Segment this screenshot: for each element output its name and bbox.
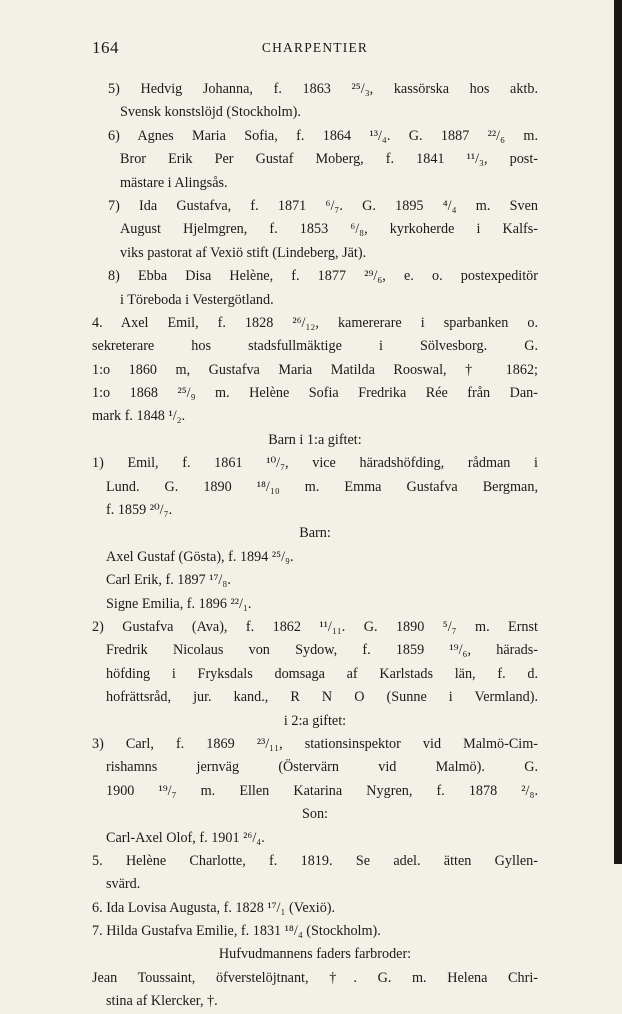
- text-line: 5. Helène Charlotte, f. 1819. Se adel. ätten Gyllen-: [92, 852, 538, 869]
- text-line: svärd.: [106, 876, 141, 893]
- text-line: f. 1859 ²⁰/₇.: [106, 502, 173, 519]
- text-line: 1:o 1868 ²⁵/₉ m. Helène Sofia Fredrika Rée från Dan-: [92, 385, 538, 402]
- text-line: 1:o 1860 m, Gustafva Maria Matilda Rooswal, † 1862;: [92, 361, 538, 378]
- text-line: August Hjelmgren, f. 1853 ⁶/₈, kyrkoherde i Kalfs-: [120, 221, 538, 238]
- text-line: mark f. 1848 ¹/₂.: [92, 408, 186, 425]
- text-line: 7. Hilda Gustafva Emilie, f. 1831 ¹⁸/₄ (Stockholm).: [92, 923, 381, 940]
- text-line: Hufvudmannens faders farbroder:: [218, 946, 412, 963]
- text-line: 6) Agnes Maria Sofia, f. 1864 ¹³/₄. G. 1887 ²²/₆ m.: [108, 127, 538, 144]
- text-line: Svensk konstslöjd (Stockholm).: [120, 104, 301, 121]
- text-line: 5) Hedvig Johanna, f. 1863 ²⁵/₃, kassörska hos aktb.: [108, 81, 538, 97]
- text-line: rishamns jernväg (Östervärn vid Malmö). G.: [106, 759, 538, 776]
- text-line: Lund. G. 1890 ¹⁸/₁₀ m. Emma Gustafva Bergman,: [106, 478, 538, 495]
- text-line: Barn:: [299, 525, 331, 542]
- running-title: CHARPENTIER: [261, 40, 369, 55]
- text-line: 8) Ebba Disa Helène, f. 1877 ²⁹/₆, e. o. postexpeditör: [108, 268, 538, 285]
- text-line: 3) Carl, f. 1869 ²³/₁₁, stationsinspektor vid Malmö-Cim-: [92, 735, 538, 752]
- text-line: i 2:a giftet:: [283, 712, 347, 729]
- text-line: i Töreboda i Vestergötland.: [120, 291, 274, 308]
- text-line: 1) Emil, f. 1861 ¹⁰/₇, vice häradshöfding, rådman i: [92, 455, 538, 472]
- text-line: Signe Emilia, f. 1896 ²²/₁.: [106, 595, 252, 612]
- text-line: Axel Gustaf (Gösta), f. 1894 ²⁵/₉.: [106, 548, 294, 565]
- text-line: Son:: [301, 806, 329, 823]
- text-line: Barn i 1:a giftet:: [268, 431, 362, 448]
- text-line: Fredrik Nicolaus von Sydow, f. 1859 ¹⁹/₆, härads-: [106, 642, 538, 659]
- page-number: 164: [92, 38, 119, 57]
- running-header: [92, 38, 538, 58]
- genealogy-text: [92, 78, 538, 1014]
- text-line: 1900 ¹⁹/₇ m. Ellen Katarina Nygren, f. 1878 ²/₈.: [106, 782, 538, 799]
- text-line: 2) Gustafva (Ava), f. 1862 ¹¹/₁₁. G. 1890 ⁵/₇ m. Ernst: [92, 618, 538, 635]
- text-line: 7) Ida Gustafva, f. 1871 ⁶/₇. G. 1895 ⁴/₄ m. Sven: [108, 197, 538, 214]
- page-edge-shadow: [614, 0, 622, 864]
- text-line: Carl-Axel Olof, f. 1901 ²⁶/₄.: [106, 829, 265, 846]
- text-line: 4. Axel Emil, f. 1828 ²⁶/₁₂, kamererare i sparbanken o.: [92, 314, 538, 331]
- text-line: hofrättsråd, jur. kand., R N O (Sunne i Vermland).: [106, 689, 538, 706]
- text-line: höfding i Fryksdals domsaga af Karlstads län, f. d.: [106, 665, 538, 682]
- text-line: Jean Toussaint, öfverstelöjtnant, †. G. m. Helena Chri-: [92, 969, 538, 986]
- text-line: sekreterare hos stadsfullmäktige i Sölvesborg. G.: [92, 338, 538, 355]
- text-line: viks pastorat af Vexiö stift (Lindeberg, Jät).: [120, 244, 367, 261]
- text-line: mästare i Alingsås.: [120, 174, 228, 191]
- text-line: stina af Klercker, †.: [106, 993, 218, 1010]
- text-line: 6. Ida Lovisa Augusta, f. 1828 ¹⁷/₁ (Vexiö).: [92, 899, 336, 916]
- text-line: Bror Erik Per Gustaf Moberg, f. 1841 ¹¹/₃, post-: [120, 151, 538, 168]
- text-line: Carl Erik, f. 1897 ¹⁷/₈.: [106, 572, 231, 589]
